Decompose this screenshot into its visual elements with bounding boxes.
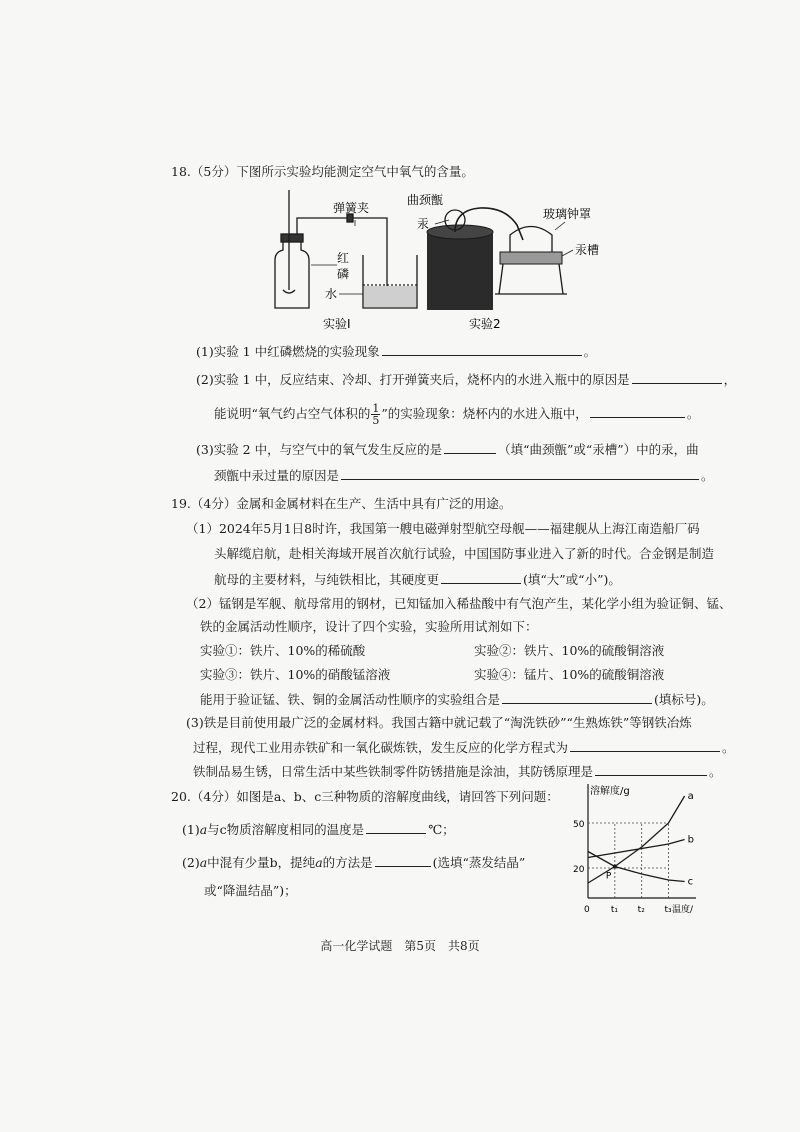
q20-sub1-num: (1)	[182, 822, 200, 837]
q20-sub2-text: 中混有少量b，提纯	[207, 855, 316, 870]
q18-sub3b-end: 。	[701, 468, 714, 483]
q20-sub2-num: (2)	[182, 855, 200, 870]
q18-sub3-post: （填“曲颈甑”或“汞槽”）中的汞，曲	[498, 442, 699, 457]
bell-jar-label: 玻璃钟罩	[543, 207, 592, 221]
q19-p3-end2: 。	[709, 764, 722, 779]
answer-blank[interactable]	[444, 440, 496, 454]
fraction-one-fifth	[371, 403, 380, 426]
q19-p1-text: 航母的主要材料，与纯铁相比，其硬度更	[214, 572, 440, 587]
fraction-denominator: 5	[372, 414, 380, 427]
q18-sub2-text: (2)实验 1 中，反应结束、冷却、打开弹簧夹后，烧杯内的水进入瓶中的原因是	[196, 372, 630, 387]
q18-sub2-line2	[214, 403, 699, 426]
mercury-trough-label: 汞槽	[575, 243, 600, 257]
solubility-chart	[560, 780, 700, 915]
experiment-2-reagents: 实验②：铁片、10%的硫酸铜溶液	[474, 643, 665, 658]
answer-blank[interactable]	[632, 370, 722, 384]
q18-figure	[255, 190, 625, 340]
retort-label: 曲颈甑	[407, 193, 444, 207]
q19-p3-line2	[193, 738, 735, 757]
q19-p3-text: 过程，现代工业用赤铁矿和一氧化碳炼铁，发生反应的化学方程式为	[193, 740, 569, 755]
experiment-1-caption: 实验I	[323, 317, 351, 331]
q18-sub2b-pre: 能说明“氧气约占空气体积的	[214, 406, 371, 421]
x-tick-label: t₁	[610, 905, 618, 915]
red-phosphorus-label-1: 红	[337, 251, 350, 265]
q19-p2-line1: （2）锰钢是军舰、航母常用的钢材，已知锰加入稀盐酸中有气泡产生，某化学小组为验证铜、锰、	[186, 596, 732, 611]
q18-sub3-text: (3)实验 2 中，与空气中的氧气发生反应的是	[196, 442, 443, 457]
curve-label-a: a	[687, 791, 694, 802]
intersection-label: P	[605, 871, 612, 882]
q19-p1-post: (填“大”或“小”)。	[523, 572, 621, 587]
q18-sub3-line1	[196, 440, 699, 459]
curve-b	[588, 840, 685, 858]
x-tick-label: 0	[584, 905, 590, 915]
x-tick-label: t₂	[637, 905, 645, 915]
experiment-4-reagents: 实验④：锰片、10%的硫酸铜溶液	[474, 667, 665, 682]
q20-sub2-post: 的方法是	[322, 855, 373, 870]
page-footer: 高一化学试题 第5页 共8页	[320, 939, 480, 953]
curve-a	[588, 796, 685, 883]
q19-p2-line5	[200, 690, 714, 709]
q19-p3-line1: (3)铁是目前使用最广泛的金属材料。我国古籍中就记载了“淘洗铁砂”“生熟炼铁”等钢铁冶炼	[186, 715, 692, 730]
mercury-label: 汞	[417, 217, 430, 231]
q20-sub1-unit: ℃；	[428, 822, 455, 837]
q20-sub1-text: 与c物质溶解度相同的温度是	[207, 822, 365, 837]
q18-stem: 18.（5分）下图所示实验均能测定空气中氧气的含量。	[171, 164, 474, 179]
answer-blank[interactable]	[570, 738, 720, 752]
q19-p3-end: 。	[722, 740, 735, 755]
y-tick-label: 20	[573, 865, 585, 875]
q18-sub3-line2	[214, 466, 714, 485]
y-axis-label: 溶解度/g	[590, 786, 630, 797]
experiment-3-reagents: 实验③：铁片、10%的硝酸锰溶液	[200, 667, 391, 682]
experiment-2-apparatus	[427, 208, 567, 310]
answer-blank[interactable]	[375, 853, 431, 867]
answer-blank[interactable]	[366, 820, 426, 834]
x-tick-label: t₃	[664, 905, 672, 915]
curve-label-c: c	[687, 876, 694, 888]
spring-clip-label: 弹簧夹	[333, 201, 370, 215]
curve-c	[588, 852, 685, 882]
q20-sub2-a2: a	[315, 855, 323, 870]
q20-sub2-line2: 或“降温结晶”)；	[204, 883, 297, 898]
answer-blank[interactable]	[595, 762, 707, 776]
answer-blank[interactable]	[441, 570, 521, 584]
q18-sub2b-post: ”的实验现象：烧杯内的水进入瓶中，	[381, 406, 588, 421]
q20-stem: 20.（4分）如图是a、b、c三种物质的溶解度曲线，请回答下列问题：	[171, 789, 559, 804]
q18-sub1-text: (1)实验 1 中红磷燃烧的实验现象	[196, 344, 380, 359]
q19-p1-line1: （1）2024年5月1日8时许，我国第一艘电磁弹射型航空母舰——福建舰从上海江南造船厂码	[186, 521, 700, 536]
q20-sub2-line1	[182, 853, 525, 872]
fraction-numerator: 1	[372, 402, 380, 415]
q19-p2-line2: 铁的金属活动性顺序，设计了四个实验，实验所用试剂如下：	[200, 619, 538, 634]
answer-blank[interactable]	[382, 342, 582, 356]
intersection-point	[613, 865, 617, 869]
q19-p2-post: (填标号)。	[654, 692, 714, 707]
answer-blank[interactable]	[502, 690, 652, 704]
q18-sub3b-text: 颈甑中汞过量的原因是	[214, 468, 340, 483]
q19-p3-line3	[193, 762, 722, 781]
q19-p1-line3	[214, 570, 621, 589]
q20-sub1-a: a	[199, 822, 208, 837]
q20-sub2-a: a	[199, 855, 208, 870]
experiment-1-reagents: 实验①：铁片、10%的稀硫酸	[200, 643, 366, 658]
q18-sub2b-end: 。	[686, 406, 700, 421]
q18-sub2-line1	[196, 370, 736, 389]
q18-sub1-end: 。	[583, 344, 597, 359]
q19-stem: 19.（4分）金属和金属材料在生产、生活中具有广泛的用途。	[171, 496, 512, 511]
answer-blank[interactable]	[590, 404, 685, 418]
curve-label-b: b	[687, 834, 694, 846]
x-axis-label: 温度/	[672, 905, 694, 915]
q19-p1-line2: 头解缆启航，赴相关海域开展首次航行试验，中国国防事业进入了新的时代。合金钢是制造	[214, 546, 715, 561]
q18-sub2-end: ，	[723, 372, 737, 387]
q18-sub1	[196, 342, 596, 361]
q19-p3-text2: 铁制品易生锈，日常生活中某些铁制零件防锈措施是涂油，其防锈原理是	[193, 764, 594, 779]
q20-sub1	[182, 820, 455, 839]
answer-blank[interactable]	[341, 466, 699, 480]
q19-p2-text: 能用于验证锰、铁、铜的金属活动性顺序的实验组合是	[200, 692, 501, 707]
q20-sub2-opt: (选填“蒸发结晶”	[432, 855, 526, 870]
experiment-2-caption: 实验2	[469, 317, 501, 331]
water-label: 水	[325, 287, 338, 301]
y-tick-label: 50	[573, 820, 585, 830]
red-phosphorus-label-2: 磷	[337, 267, 350, 281]
